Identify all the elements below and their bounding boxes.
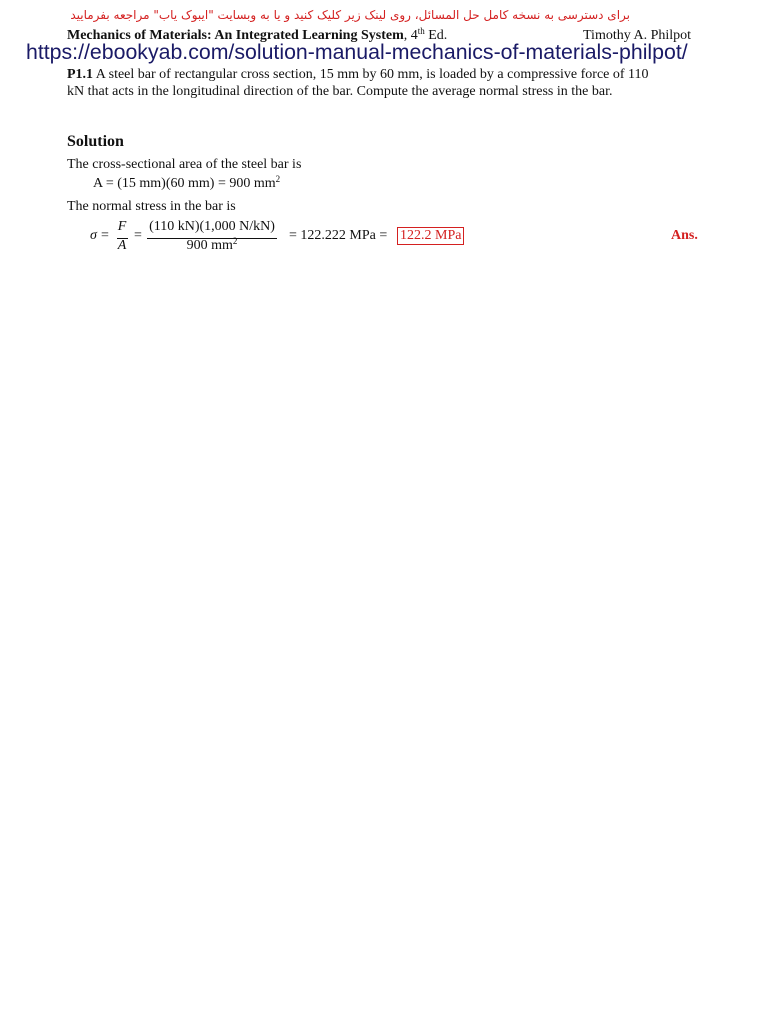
- book-title-line: Mechanics of Materials: An Integrated Learning System, 4th Ed.: [67, 26, 448, 43]
- problem-text-line2: kN that acts in the longitudinal direction of the bar. Compute the average normal stress in the bar.: [67, 84, 613, 99]
- download-notice-persian: برای دسترسی به نسخه کامل حل المسائل، روی لینک زیر کلیک کنید و یا به وبسایت "ایبوک یاب" مراجعه بفرمایید: [70, 8, 630, 22]
- stress-intro: The normal stress in the bar is: [67, 199, 236, 214]
- area-equation-text: A = (15 mm)(60 mm) = 900 mm: [93, 176, 276, 191]
- fraction-bar-2: [147, 238, 277, 239]
- stress-equation: [90, 219, 710, 259]
- edition-number: 4: [410, 28, 418, 43]
- fraction-f-over-a: [116, 219, 128, 254]
- area-equation: [93, 176, 280, 192]
- solution-heading: Solution: [67, 133, 124, 150]
- denominator-text: 900 mm: [186, 238, 233, 253]
- download-link[interactable]: https://ebookyab.com/solution-manual-mechanics-of-materials-philpot/: [26, 40, 688, 64]
- result-text: = 122.222 MPa =: [289, 228, 388, 243]
- sigma-symbol: σ: [90, 228, 97, 243]
- force-symbol: F: [117, 219, 127, 234]
- ans-label: Ans.: [671, 228, 698, 243]
- numerator: (110 kN)(1,000 N/kN): [149, 219, 275, 234]
- author-name: Timothy A. Philpot: [583, 28, 692, 43]
- edition-suffix: Ed.: [424, 28, 448, 43]
- boxed-answer: 122.2 MPa: [397, 227, 464, 245]
- denominator-superscript: 2: [232, 236, 238, 246]
- problem-id: P1.1: [67, 67, 94, 82]
- equals-sign-1: =: [101, 228, 109, 243]
- area-unit-superscript: 2: [275, 174, 281, 184]
- area-intro: The cross-sectional area of the steel bar is: [67, 157, 302, 172]
- equals-sign-2: =: [134, 228, 142, 243]
- edition-superscript: th: [417, 26, 425, 36]
- problem-text-line1: A steel bar of rectangular cross section, 15 mm by 60 mm, is loaded by a compressive force of 110: [93, 67, 649, 82]
- fraction-numeric: [146, 219, 278, 254]
- area-symbol: A: [117, 238, 127, 253]
- fraction-bar-1: [117, 238, 128, 239]
- problem-statement: [67, 66, 649, 100]
- book-title: Mechanics of Materials: An Integrated Learning System: [67, 28, 404, 43]
- denominator: [146, 238, 278, 254]
